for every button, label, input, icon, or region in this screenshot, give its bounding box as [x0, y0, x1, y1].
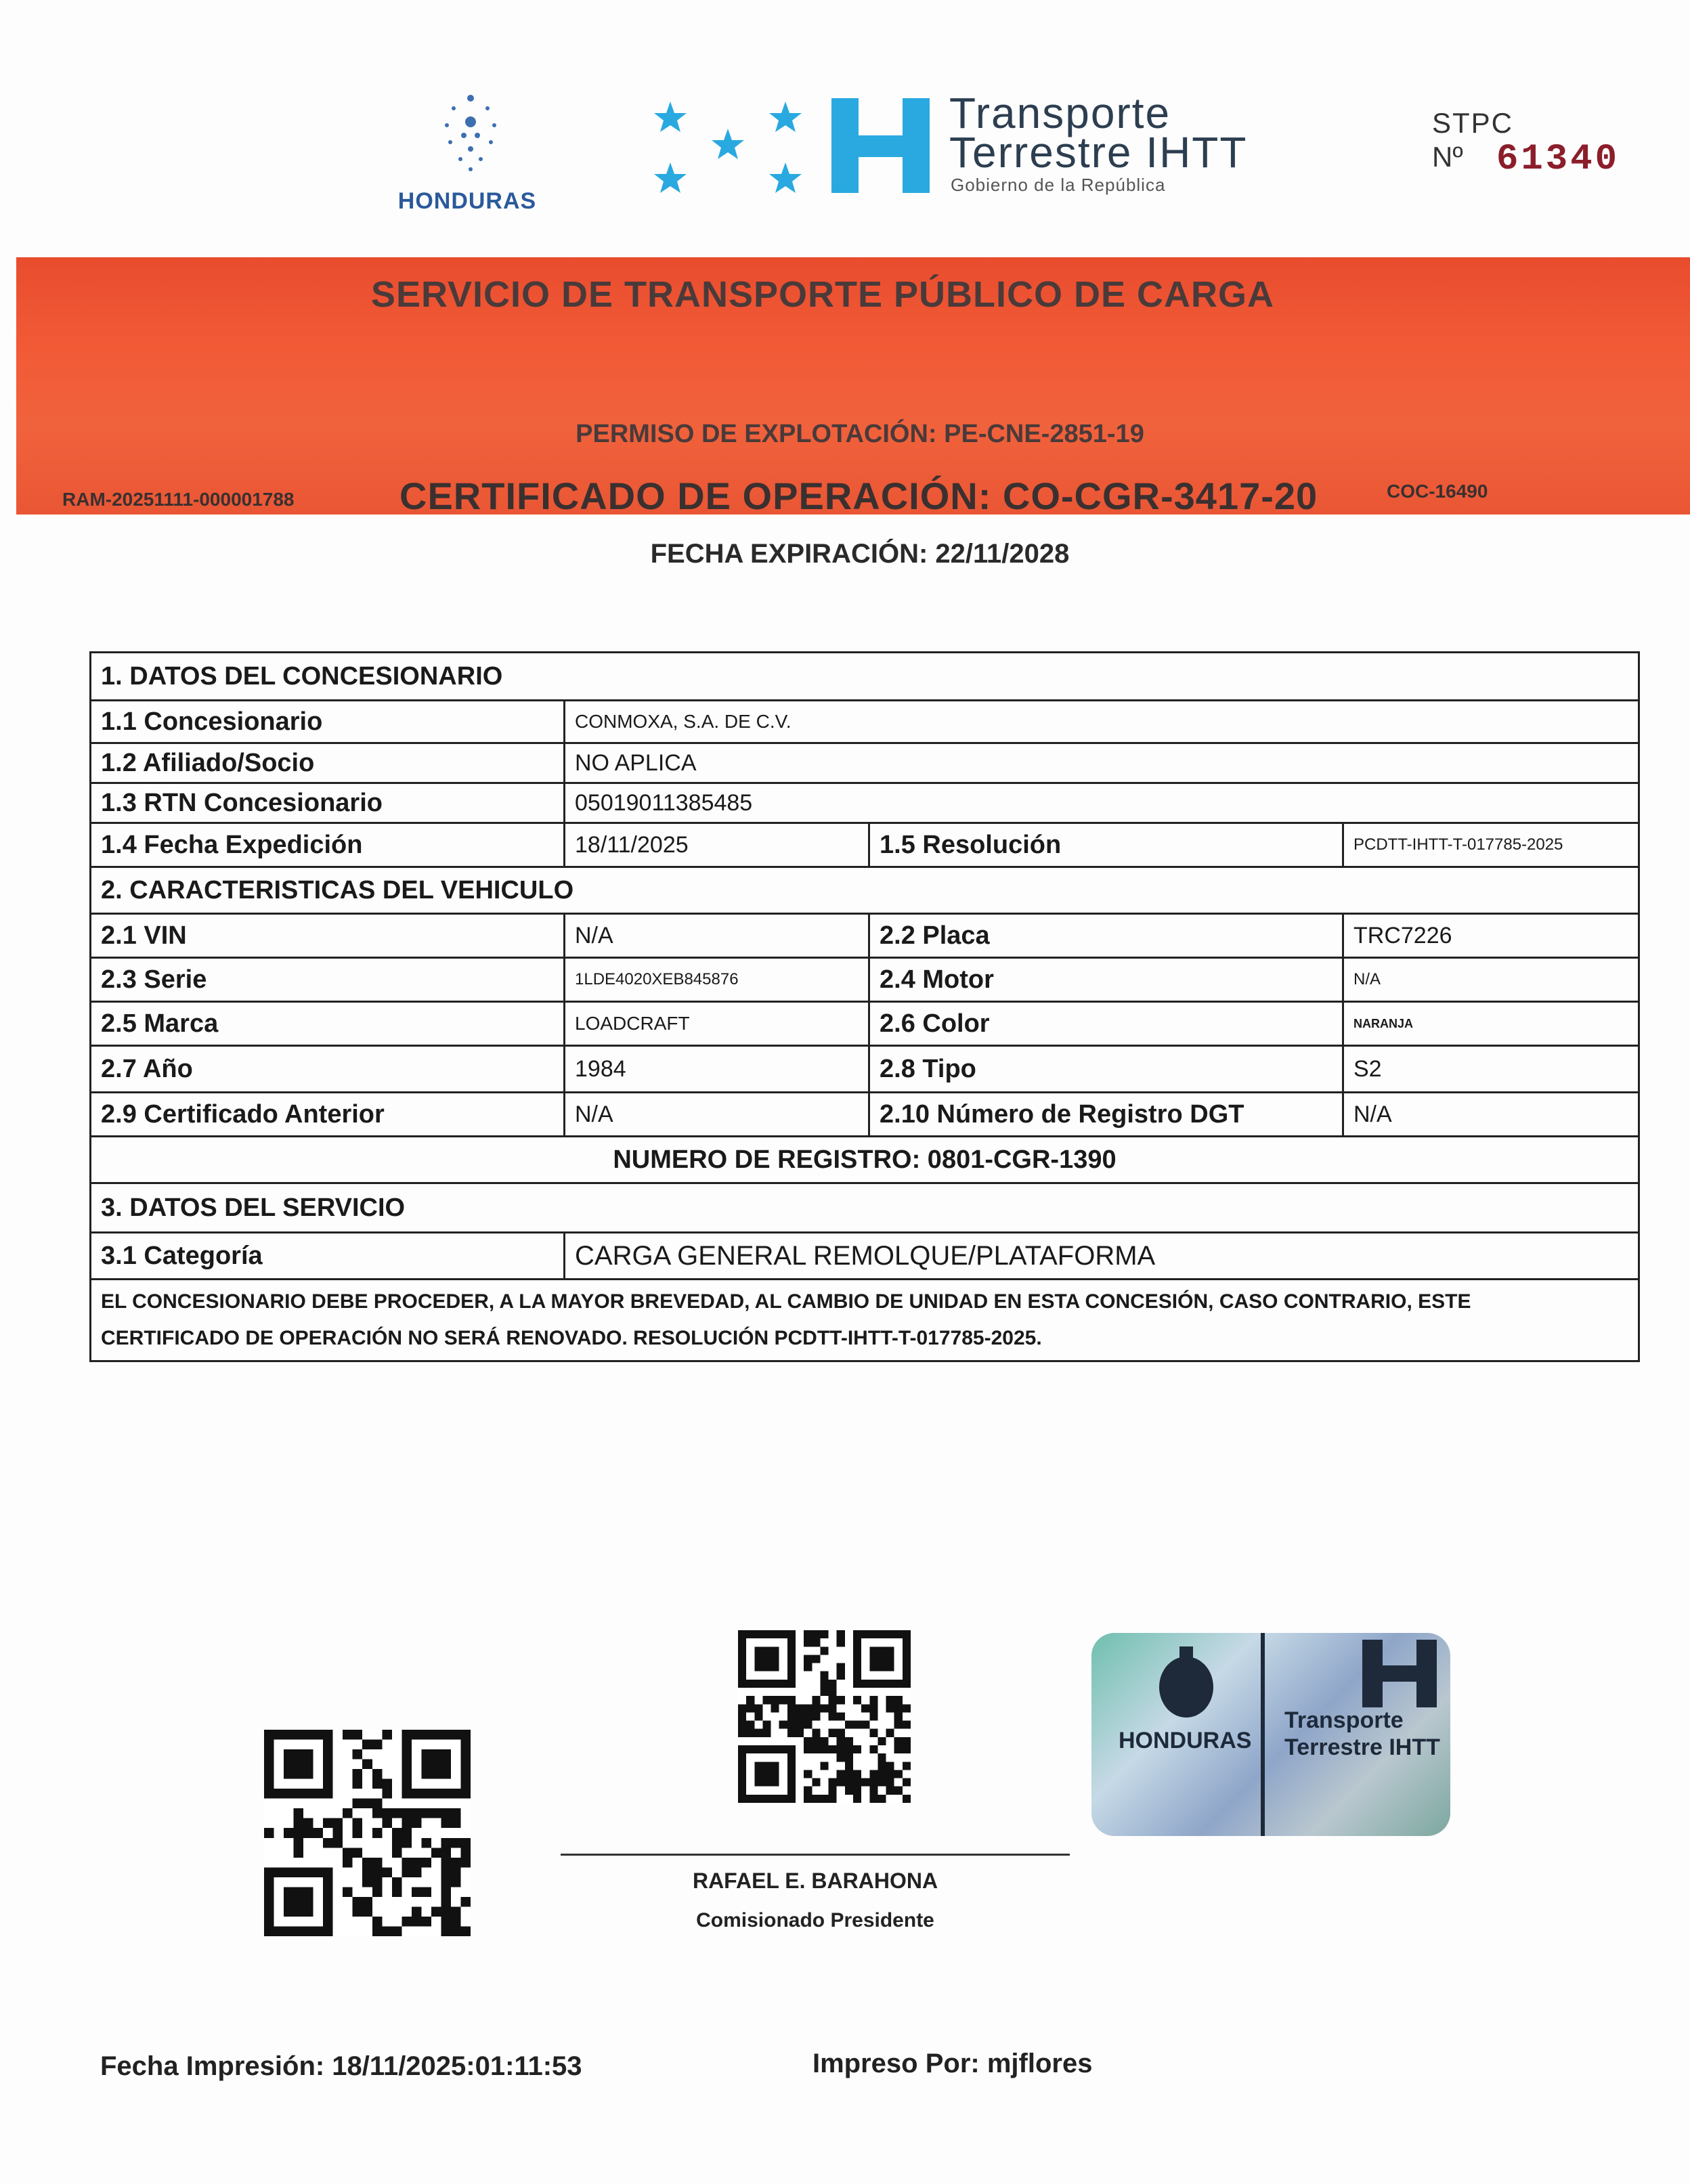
table-row	[91, 1233, 1638, 1280]
row-label: 2.3 Serie	[91, 959, 565, 1001]
impreso-por: Impreso Por: mjflores	[812, 2049, 1093, 2078]
row-label: 2.10 Número de Registro DGT	[870, 1093, 1344, 1135]
row-value: CARGA GENERAL REMOLQUE/PLATAFORMA	[575, 1240, 1156, 1271]
ihtt-h-logo-icon	[831, 98, 930, 193]
qr-code-icon	[738, 1630, 911, 1803]
hologram-honduras: HONDURAS	[1119, 1728, 1252, 1753]
table-row	[91, 959, 1638, 1003]
certificate-table	[89, 651, 1640, 1362]
permiso-explotacion: PERMISO DE EXPLOTACIÓN: PE-CNE-2851-19	[576, 420, 1144, 448]
ihtt-title-line2: Terrestre IHTT	[949, 128, 1248, 177]
ihtt-title-line1: Transporte	[949, 89, 1171, 137]
row-label: 1.4 Fecha Expedición	[91, 824, 565, 866]
table-row	[91, 1093, 1638, 1137]
fecha-impresion: Fecha Impresión: 18/11/2025:01:11:53	[100, 2051, 582, 2081]
emblem-icon	[1152, 1646, 1220, 1721]
table-row	[91, 784, 1638, 824]
ram-code: RAM-20251111-000001788	[62, 489, 295, 510]
row-value: LOADCRAFT	[565, 1003, 870, 1045]
qr-code-icon	[264, 1730, 471, 1936]
row-value: NO APLICA	[575, 749, 697, 776]
hologram-text: Transporte	[1284, 1707, 1404, 1733]
ihtt-h-logo-icon	[1362, 1640, 1437, 1707]
certificado-operacion: CERTIFICADO DE OPERACIÓN: CO-CGR-3417-20	[399, 475, 1318, 517]
signature-line	[561, 1854, 1070, 1856]
row-label: 1.2 Afiliado/Socio	[91, 744, 565, 782]
stpc-label: STPC	[1432, 107, 1514, 139]
nota-line: CERTIFICADO DE OPERACIÓN NO SERÁ RENOVADO. RESOLUCIÓN PCDTT-IHTT-T-017785-2025.	[101, 1327, 1042, 1349]
row-value: N/A	[565, 1093, 870, 1135]
row-value: 18/11/2025	[565, 824, 870, 866]
hologram-text: Terrestre IHTT	[1284, 1734, 1440, 1760]
signatory-name: RAFAEL E. BARAHONA	[692, 1869, 938, 1893]
stpc-number: 61340	[1496, 139, 1620, 180]
row-label: 3.1 Categoría	[91, 1233, 565, 1278]
table-row	[91, 1280, 1638, 1360]
row-label: 2.9 Certificado Anterior	[91, 1093, 565, 1135]
row-value: TRC7226	[1353, 922, 1452, 948]
five-stars-icon	[650, 98, 806, 200]
stpc-number-label: Nº	[1432, 141, 1463, 173]
row-value: S2	[1353, 1055, 1382, 1082]
row-value: CONMOXA, S.A. DE C.V.	[575, 711, 792, 732]
row-label: 2.5 Marca	[91, 1003, 565, 1045]
row-label: 2.8 Tipo	[870, 1047, 1344, 1091]
row-label: 2.6 Color	[870, 1003, 1344, 1045]
numero-registro: NUMERO DE REGISTRO: 0801-CGR-1390	[613, 1145, 1117, 1174]
table-row	[91, 868, 1638, 915]
table-row	[91, 653, 1638, 701]
section-header: 1. DATOS DEL CONCESIONARIO	[101, 661, 503, 691]
table-row	[91, 701, 1638, 744]
row-value: N/A	[1353, 1101, 1392, 1127]
table-row	[91, 915, 1638, 959]
row-label: 2.4 Motor	[870, 959, 1344, 1001]
row-label: 2.7 Año	[91, 1047, 565, 1091]
row-value: NARANJA	[1353, 1016, 1414, 1030]
section-header: 3. DATOS DEL SERVICIO	[101, 1193, 406, 1222]
row-value: 05019011385485	[575, 789, 753, 816]
row-value: N/A	[1353, 970, 1381, 988]
row-value: N/A	[565, 915, 870, 957]
signatory-title: Comisionado Presidente	[696, 1909, 934, 1931]
table-row	[91, 1003, 1638, 1047]
ihtt-subtitle: Gobierno de la República	[951, 175, 1166, 195]
fecha-expiracion: FECHA EXPIRACIÓN: 22/11/2028	[650, 539, 1070, 569]
row-value: PCDTT-IHTT-T-017785-2025	[1353, 835, 1563, 854]
table-row	[91, 1184, 1638, 1233]
row-label: 1.5 Resolución	[870, 824, 1344, 866]
row-label: 2.1 VIN	[91, 915, 565, 957]
coc-code: COC-16490	[1387, 481, 1488, 502]
table-row	[91, 1047, 1638, 1093]
table-row	[91, 824, 1638, 868]
hologram-seal	[1091, 1633, 1450, 1836]
section-header: 2. CARACTERISTICAS DEL VEHICULO	[101, 875, 574, 904]
honduras-logo-text: HONDURAS	[397, 188, 537, 214]
row-label: 2.2 Placa	[870, 915, 1344, 957]
row-value: 1984	[565, 1047, 870, 1091]
row-label: 1.1 Concesionario	[91, 701, 565, 742]
table-row	[91, 1137, 1638, 1184]
nota-line: EL CONCESIONARIO DEBE PROCEDER, A LA MAYOR BREVEDAD, AL CAMBIO DE UNIDAD EN ESTA CONCESIÓN, CASO CONTRARIO, ESTE	[101, 1290, 1471, 1313]
row-label: 1.3 RTN Concesionario	[91, 784, 565, 822]
service-title: SERVICIO DE TRANSPORTE PÚBLICO DE CARGA	[370, 274, 1275, 315]
table-row	[91, 744, 1638, 784]
row-value: 1LDE4020XEB845876	[565, 959, 870, 1001]
